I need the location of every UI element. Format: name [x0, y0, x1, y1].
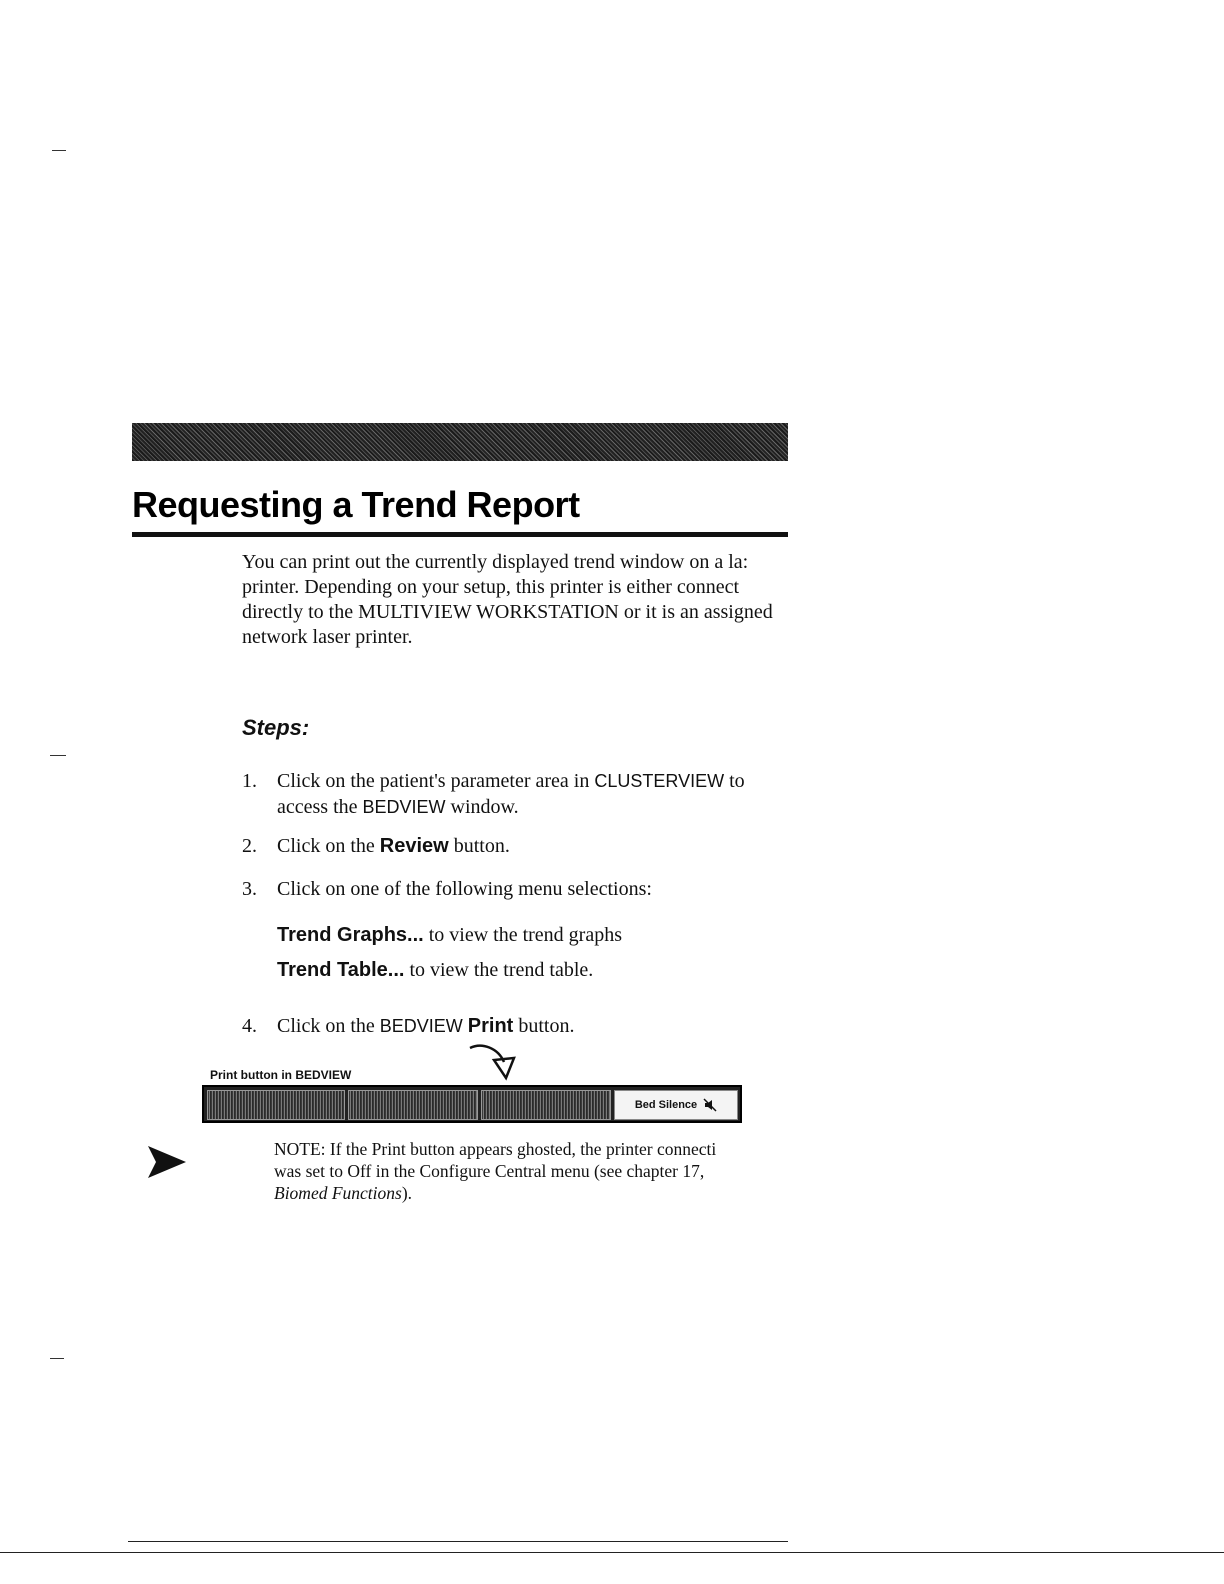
- step-text-part: window.: [445, 796, 519, 818]
- page-title: Requesting a Trend Report: [132, 484, 580, 525]
- step-number: 4.: [242, 1015, 257, 1037]
- step-3: [242, 876, 802, 904]
- curved-arrow-icon: [464, 1040, 524, 1084]
- step-text-part: Click on the: [277, 835, 380, 857]
- clusterview-term: CLUSTERVIEW: [594, 771, 725, 791]
- step-number: 3.: [242, 878, 257, 900]
- footer-rule: [0, 1552, 1224, 1553]
- step-text: [277, 833, 802, 859]
- speaker-mute-icon: [703, 1098, 717, 1112]
- step-text-part: button.: [448, 835, 510, 857]
- toolbar-button[interactable]: [207, 1090, 345, 1120]
- print-button-label: Print: [467, 1015, 514, 1037]
- step-4: [242, 1013, 802, 1041]
- step-text-part: Click on the patient's parameter area in: [277, 770, 595, 792]
- steps-heading: Steps:: [242, 715, 310, 740]
- note-text: [274, 1138, 804, 1204]
- print-button[interactable]: [348, 1090, 478, 1120]
- note-pointer-icon: [148, 1146, 188, 1178]
- step-number: 1.: [242, 770, 257, 792]
- menu-option-label: Trend Table...: [277, 959, 405, 981]
- step-1: [242, 768, 802, 822]
- menu-option-trend-table: [277, 959, 593, 982]
- note-end: ).: [401, 1183, 413, 1203]
- step-2: [242, 833, 802, 861]
- margin-mark: [50, 1358, 64, 1359]
- menu-option-trend-graphs: [277, 924, 622, 947]
- chapter-header-bar: [132, 423, 788, 461]
- margin-mark: [52, 150, 66, 151]
- margin-mark: [50, 755, 66, 756]
- step-text-part: Click on the: [277, 1015, 380, 1037]
- step-text-part: button.: [513, 1015, 575, 1037]
- review-button-label: Review: [379, 835, 449, 857]
- figure-caption: Print button in BEDVIEW: [210, 1068, 352, 1082]
- note-chapter-ref: Biomed Functions: [274, 1183, 402, 1203]
- step-number: 2.: [242, 835, 257, 857]
- title-rule: [132, 532, 788, 537]
- step-text-part: to access the: [277, 770, 745, 818]
- bed-silence-button[interactable]: [614, 1090, 738, 1120]
- step-text: [277, 768, 802, 820]
- bedview-term: BEDVIEW: [362, 797, 446, 817]
- bed-silence-label: Bed Silence: [634, 1099, 698, 1111]
- bedview-toolbar: [202, 1085, 742, 1123]
- footer-rule: [128, 1541, 788, 1542]
- step-text: Click on one of the following menu selections:: [277, 878, 652, 900]
- bedview-term: BEDVIEW: [379, 1016, 463, 1036]
- menu-option-desc: to view the trend graphs: [423, 924, 622, 946]
- menu-option-desc: to view the trend table.: [404, 959, 594, 981]
- toolbar-button[interactable]: [481, 1090, 611, 1120]
- menu-option-label: Trend Graphs...: [277, 924, 424, 946]
- note-body: NOTE: If the Print button appears ghosted, the printer connecti was set to Off in the Configure Central menu (see chapter 17,: [274, 1139, 717, 1181]
- step-text: [277, 1013, 802, 1039]
- intro-paragraph: You can print out the currently displayed trend window on a la: printer. Depending on your setup, this printer is either connect directly to the MULTIVIEW WORKSTATION or it is an assigned network laser printer.: [242, 551, 773, 648]
